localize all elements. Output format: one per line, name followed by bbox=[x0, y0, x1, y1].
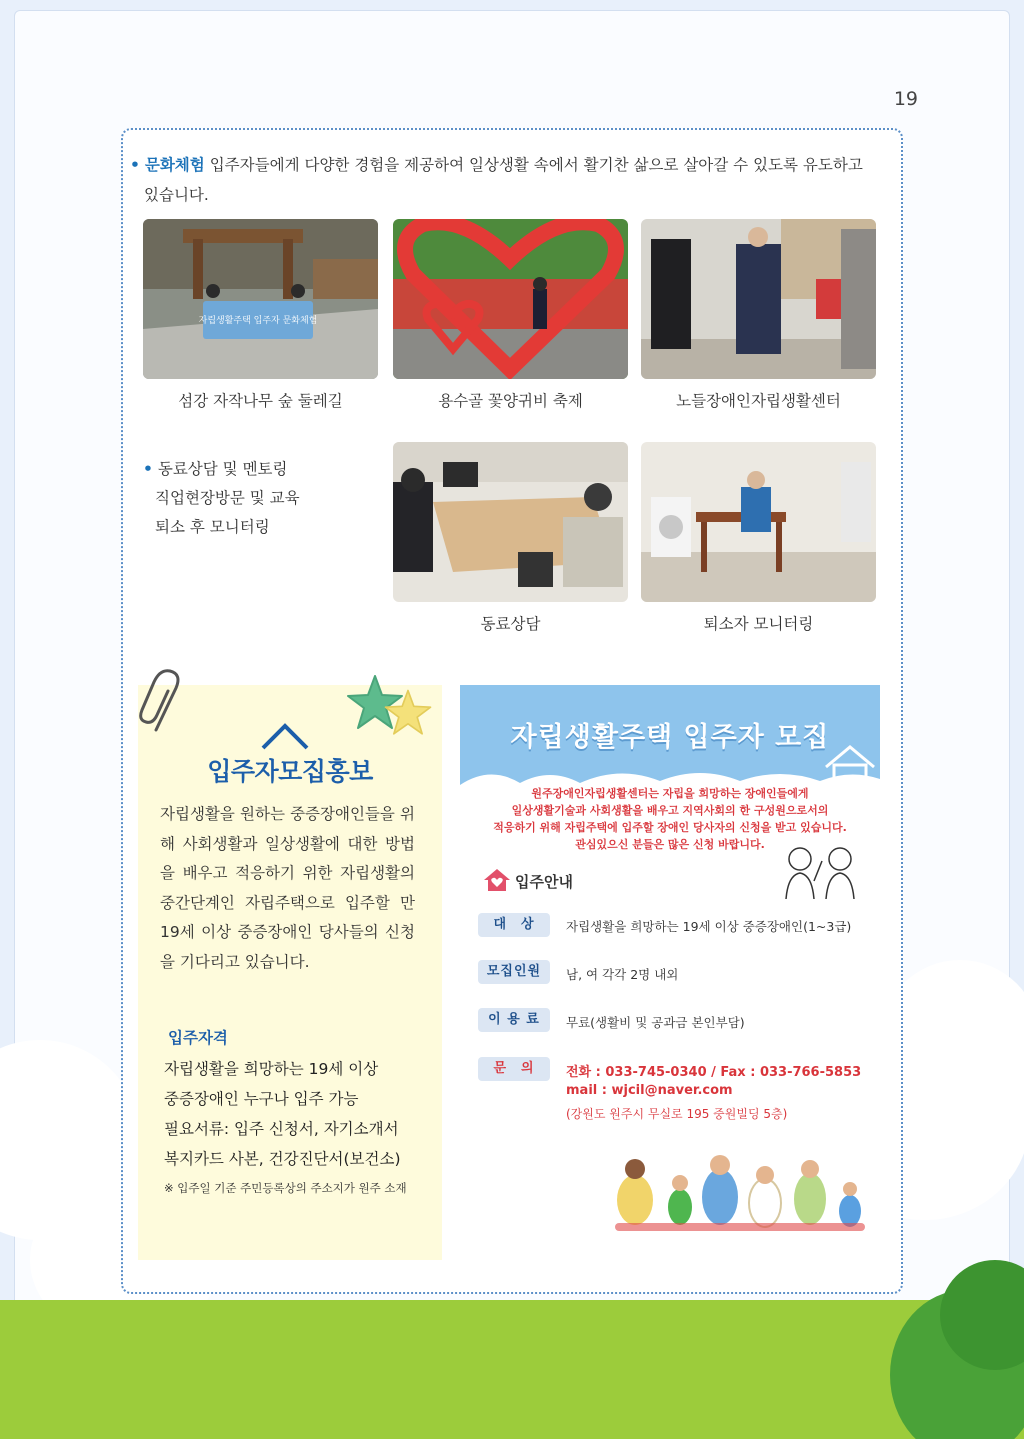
info-value-target: 자립생활을 희망하는 19세 이상 중증장애인(1~3급) bbox=[566, 919, 852, 934]
poster-desc-line: 일상생활기술과 사회생활을 배우고 지역사회의 한 구성원으로서의 bbox=[511, 804, 829, 817]
qualification-line: 필요서류: 입주 신청서, 자기소개서 bbox=[164, 1120, 399, 1138]
photo-center-visit bbox=[641, 219, 876, 379]
info-label-contact: 문 의 bbox=[478, 1057, 550, 1081]
caption-forest-trail: 섬강 자작나무 숲 둘레길 bbox=[178, 392, 343, 410]
promo-body: 자립생활을 원하는 중증장애인들을 위해 사회생활과 일상생활에 대한 방법을 배우고 적응하기 위한 자립생활의 중간단계인 자립주택으로 입주할 만 19세 이상 중증장애인 당사들의 신청을 기다리고 있습니다. bbox=[160, 805, 415, 971]
info-label-fee: 이 용 료 bbox=[478, 1008, 550, 1032]
poster-desc-line: 원주장애인자립생활센터는 자립을 희망하는 장애인들에게 bbox=[531, 787, 809, 800]
info-label-capacity: 모집인원 bbox=[478, 960, 550, 984]
qualification-list bbox=[164, 1054, 401, 1174]
monitoring-image bbox=[641, 442, 876, 602]
info-value-fee: 무료(생활비 및 공과금 본인부담) bbox=[566, 1015, 745, 1030]
guide-label: 입주안내 bbox=[515, 873, 573, 891]
celebrating-people-illustration bbox=[605, 1155, 875, 1235]
recruitment-poster bbox=[460, 685, 880, 1265]
intro-text-line2: 있습니다. bbox=[144, 186, 209, 204]
mentoring-item bbox=[143, 455, 300, 484]
paperclip-icon bbox=[138, 668, 188, 738]
photo-monitoring bbox=[641, 442, 876, 602]
photo-forest-trail bbox=[143, 219, 378, 379]
poster-desc-line: 관심있으신 분들은 많은 신청 바랍니다. bbox=[575, 838, 765, 851]
center-visit-image bbox=[641, 219, 876, 379]
contact-address: (강원도 원주시 무실로 195 중원빌딩 5층) bbox=[566, 1107, 788, 1121]
photo-poppy-festival bbox=[393, 219, 628, 379]
intro-paragraph bbox=[130, 150, 890, 210]
mentoring-item-text: 동료상담 및 멘토링 bbox=[157, 460, 288, 478]
people-illustration bbox=[778, 841, 868, 901]
qualification-note: ※ 입주일 기준 주민등록상의 주소지가 원주 소재 bbox=[164, 1181, 407, 1195]
info-value-capacity: 남, 여 각각 2명 내외 bbox=[566, 967, 679, 982]
forest-banner-text: 자립생활주택 입주자 문화체험 bbox=[198, 316, 318, 326]
intro-text: 입주자들에게 다양한 경험을 제공하여 일상생활 속에서 활기찬 삶으로 살아갈 수 있도록 유도하고 bbox=[209, 156, 863, 174]
info-value-contact: 전화 : 033-745-0340 / Fax : 033-766-5853 bbox=[566, 1065, 862, 1080]
poster-desc-line: 적응하기 위해 자립주택에 입주할 장애인 당사자의 신청을 받고 있습니다. bbox=[493, 821, 847, 834]
poppy-festival-image bbox=[393, 219, 628, 379]
mentoring-list bbox=[143, 455, 300, 542]
caption-center-visit: 노들장애인자립생활센터 bbox=[676, 392, 841, 410]
intro-keyword: 문화체험 bbox=[144, 156, 205, 174]
caption-peer-counseling: 동료상담 bbox=[480, 615, 541, 633]
mentoring-item: 퇴소 후 모니터링 bbox=[155, 518, 270, 536]
qualification-line: 중증장애인 누구나 입주 가능 bbox=[164, 1090, 359, 1108]
peer-counseling-image bbox=[393, 442, 628, 602]
bullet: • bbox=[130, 156, 140, 174]
qualification-line: 복지카드 사본, 건강진단서(보건소) bbox=[164, 1150, 401, 1168]
qualification-title: 입주자격 bbox=[168, 1029, 228, 1047]
page-number: 19 bbox=[893, 88, 918, 110]
caption-monitoring: 퇴소자 모니터링 bbox=[703, 615, 814, 633]
caption-poppy-festival: 용수골 꽃양귀비 축제 bbox=[438, 392, 583, 410]
promo-title: 입주자모집홍보 bbox=[207, 757, 373, 786]
mentoring-item: 직업현장방문 및 교육 bbox=[155, 489, 300, 507]
info-label-target: 대 상 bbox=[478, 913, 550, 937]
star-icon-yellow bbox=[383, 688, 433, 738]
poster-title: 자립생활주택 입주자 모집 bbox=[510, 722, 830, 753]
contact-mail: mail : wjcil@naver.com bbox=[566, 1083, 733, 1098]
qualification-line: 자립생활을 희망하는 19세 이상 bbox=[164, 1060, 379, 1078]
photo-peer-counseling bbox=[393, 442, 628, 602]
house-icon bbox=[260, 722, 310, 750]
forest-trail-image bbox=[143, 219, 378, 379]
bullet: • bbox=[143, 460, 153, 478]
grass-ground bbox=[0, 1300, 1024, 1439]
house-heart-icon bbox=[482, 867, 512, 893]
